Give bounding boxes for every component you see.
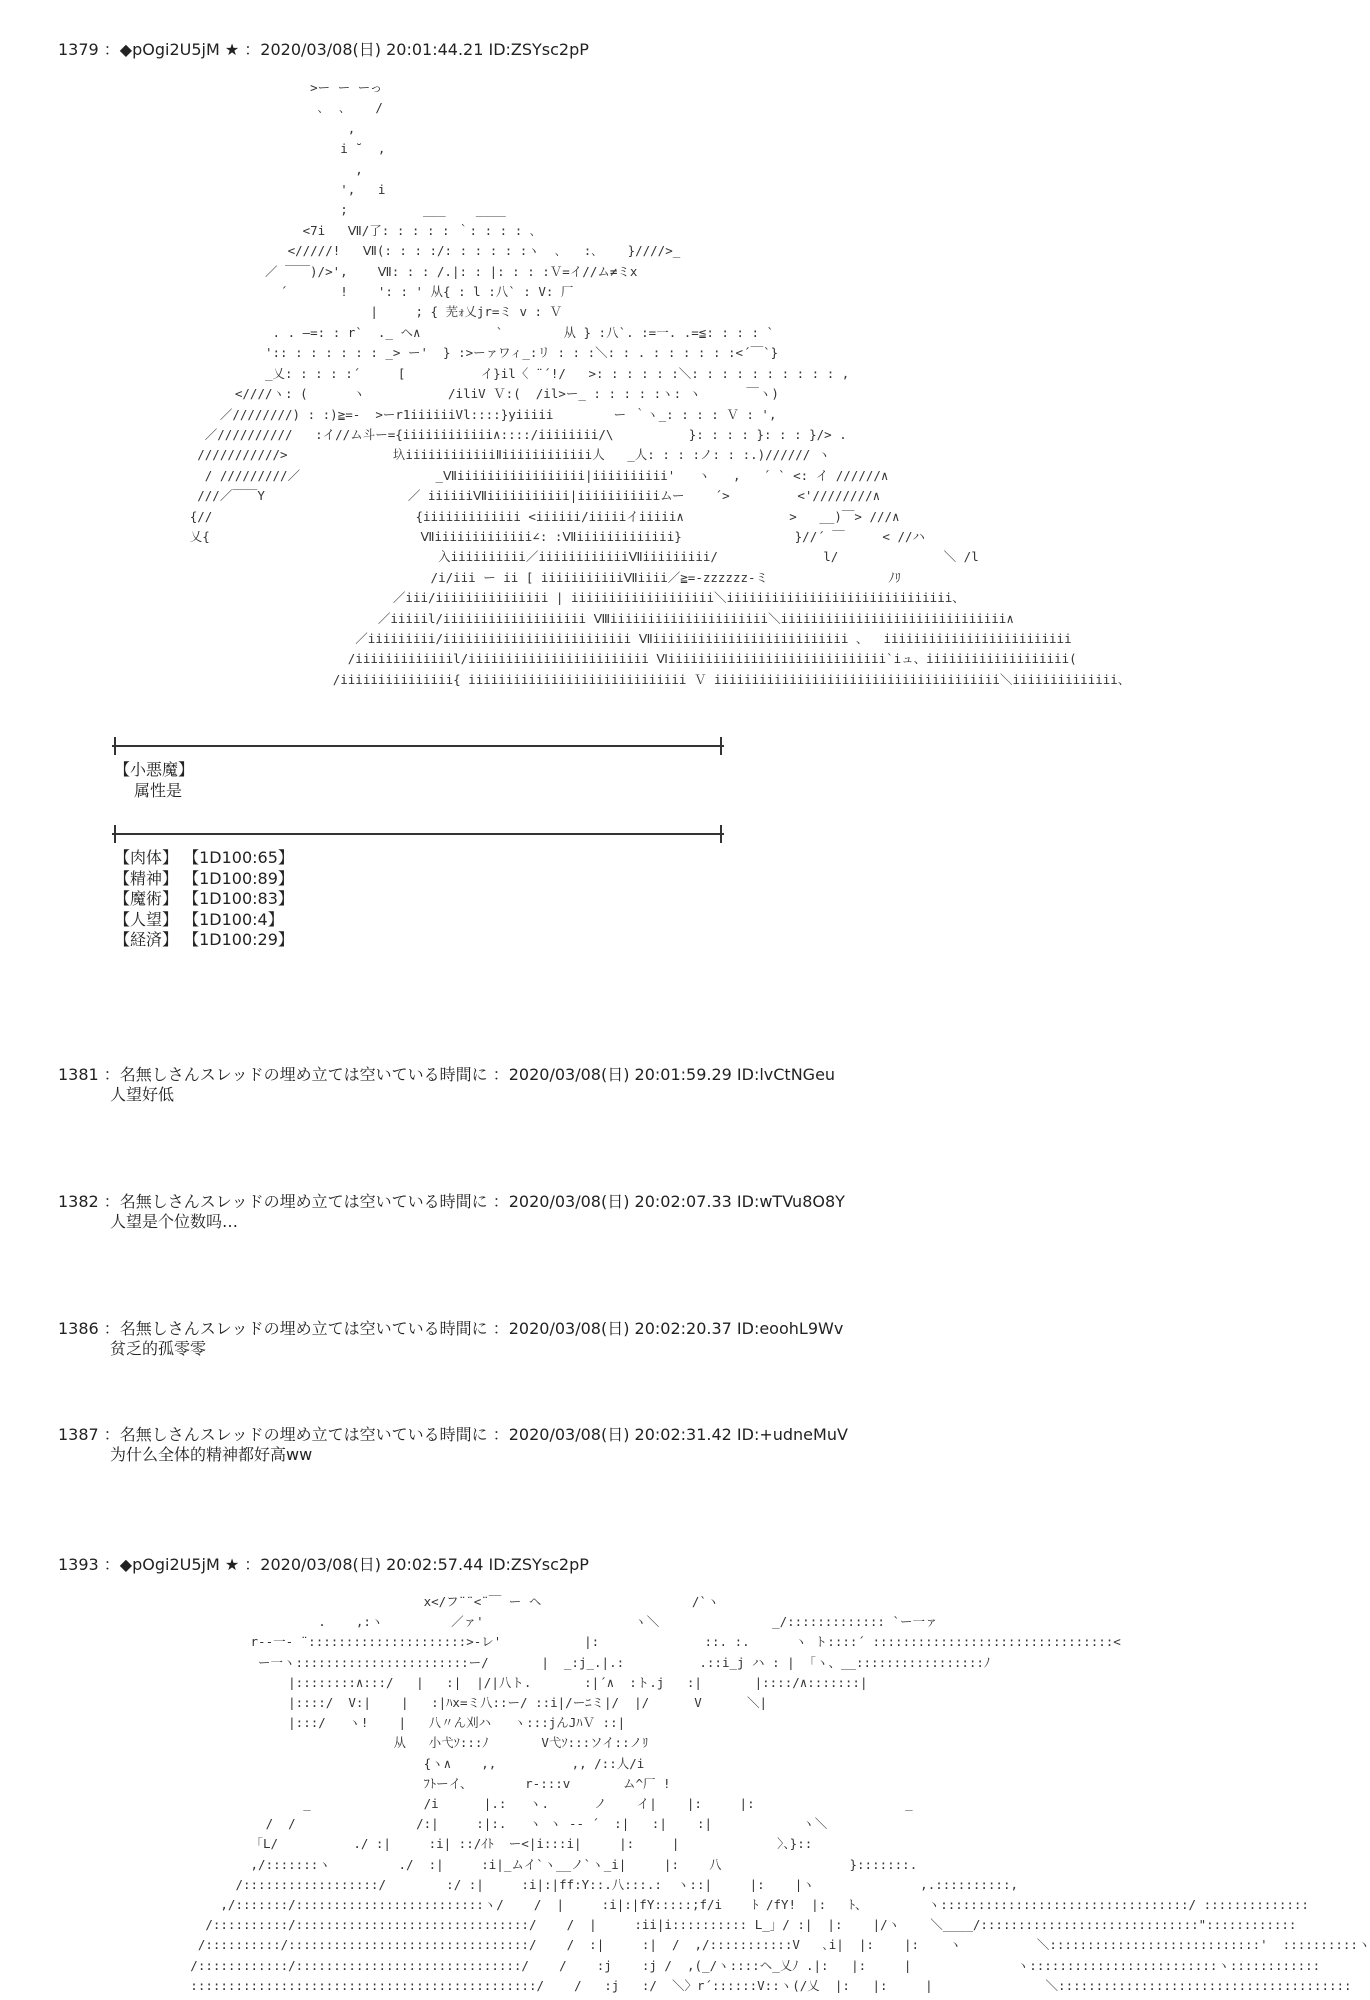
stat-row: 【人望】 【1D100:4】	[114, 909, 284, 929]
post-body: 为什么全体的精神都好高ww	[110, 1445, 313, 1464]
post-header: 1386 ：名無しさんスレッドの埋め立ては空いている時間に ：2020/03/08(日) 20:02:20.37 ID:eoohL9Wv	[58, 1319, 844, 1338]
post-header: 1387 ：名無しさんスレッドの埋め立ては空いている時間に ：2020/03/08(日) 20:02:31.42 ID:+udneMuV	[58, 1425, 848, 1444]
post-body: 人望是个位数吗…	[110, 1212, 239, 1231]
post-1382	[58, 1192, 1058, 1232]
post-header: 1379 ：◆pOgi2U5jM ★ ：2020/03/08(日) 20:01:44.21 ID:ZSYsc2pP	[58, 40, 589, 59]
character-name: 【小悪魔】	[114, 760, 195, 779]
divider-rule	[112, 745, 724, 747]
post-body: 人望好低	[110, 1085, 175, 1104]
post-header: 1393 ：◆pOgi2U5jM ★ ：2020/03/08(日) 20:02:57.44 ID:ZSYsc2pP	[58, 1555, 589, 1574]
stat-row: 【経済】 【1D100:29】	[114, 930, 294, 950]
stat-row: 【肉体】 【1D100:65】	[114, 848, 294, 867]
character-attribute: 属性是	[134, 780, 183, 800]
ascii-art-figure: x</フ¨¨<¨￣ ー ヘ /`ヽ . ,:ヽ ／ァ' ヽ＼ _/::::::::::::: `ー一ァ r-‐一‐ ¨:::::::::::::::::::::>-レ' |: ::. :. ヽ ト::::´ ::::::::::::::::::::::::::::::::< ー一ヽ:::::::::::::::::::::::ー/ | _:j_.|.: .::i_j ハ : | ｢ヽ、__:::::::::::::::::ﾉ |::::::::∧:::/ | :| |/|八ト. :|´∧ :ト.j :| |::::/∧:::::::| |::::/ V:| | :|ﾊx=ミ八::ー/ ::i|/ーﾆミ|/ |/ V ＼| |:::/ ヽ! | 八〃ん刈ハ ヽ:::jんJﾊＶ ::| 从 小弋ｿ:::ﾉ V弋ｿ:::ソイ::ノﾘ {ヽ∧ ,, ,, /::人/i ﾌﾄーイ、 r‐:::v ム^厂 ! _ /i |.: ヽ. ノ イ| |: |: _ / / /:| :|:. ヽ ヽ -‐ ´ :| :| :| ヽ＼ 「L/ ./ :| :i| ::/ｲﾄ ー<|i:::i| |: | 〉、}:: ,/:::::::ヽ ./ :| :i|_ムイ`ヽ__ノ`ヽ_i| |: 八 }:::::::. /::::::::::::::::::/ :/ :| :i|:|ff:Y::.八:::.: ヽ::| |: |ヽ ,.::::::::::, ,/:::::::/:::::::::::::::::::::::::ヽ/ / | :i|:|fY:::::;f/i ﾄ /fY! |: ﾄ、 ヽ:::::::::::::::::::::::::::::::::/ :::::::::::::: /::::::::::/:::::::::::::::::::::::::::::::/ / | :ii|i:::::::::: L_」/ :| |: |/ヽ ＼____/:::::::::::::::::::::::::::::":::::::::::: /::::::::::/::::::::::::::::::::::::::::::::/ / :| :| / ,/:::::::::::V ､i| |: |: ヽ ＼::::::::::::::::::::::::::::' ::::::::::ヽ /::::::::::::/::::::::::::::::::::::::::::::/ / :j :j / ,(_/ヽ::::ヘ_乂ﾉ .|: |: | ヽ:::::::::::::::::::::::::ヽ:::::::::::: ::::::::::::::::::::::::::::::::::::::::::::::/ / :j :/ ＼〉r´::::::V::ヽ(/乂 |: |: | ＼:::::::::::::::::::::::::::::::::::::::	[190, 1594, 1370, 1993]
post-1381	[58, 1065, 1058, 1105]
post-header: 1382 ：名無しさんスレッドの埋め立ては空いている時間に ：2020/03/08(日) 20:02:07.33 ID:wTVu8O8Y	[58, 1192, 845, 1211]
stat-row: 【魔術】 【1D100:83】	[114, 889, 294, 909]
post-header: 1381 ：名無しさんスレッドの埋め立ては空いている時間に ：2020/03/08(日) 20:01:59.29 ID:lvCtNGeu	[58, 1065, 836, 1084]
dice-stats	[114, 848, 294, 951]
post-1386	[58, 1319, 1058, 1359]
stat-row: 【精神】 【1D100:89】	[114, 868, 294, 888]
post-1379	[58, 40, 1058, 60]
post-1393	[58, 1555, 1058, 1575]
character-title-box	[114, 760, 194, 801]
post-body: 贫乏的孤零零	[110, 1339, 207, 1358]
ascii-art-figure: >ー ー ーっ ､ ､ / , i ˘ , , ', i ; ___ ____ <7i Ⅶ/了: : : : : ｀: : : : ､ </////! Ⅶ(: : : :/: : : : : :ヽ ､ :､ }////>_ ／ ￣￣)/>', Ⅶ: : : /.|: : |: : : :Ｖ=イ//ム≠ミx ´ ! ': : ' 从{ : l :八` : V: 厂 | ; { 芜ｫ乂jr=ミ v : Ｖ . . —=: : r` ._ ヘ∧ ` 从 } :八`. :=一. .=≦: : : : ` ':: : : : : : : _> ー' } :>ーァワィ_:リ : : :＼: : . : : : : : :<´￣`} _乂: : : : :´ [ イ}il〈 ¨´!/ >: : : : : :＼: : : : : : : : : : , <////ヽ: ( ヽ /iliV Ｖ:( /il>ー_ : : : : :ヽ: ヽ ￣ヽ) ／////////) : :)≧=- >ーr1iiiiiiVl::::}yiiiii ー ｀ヽ_: : : : Ｖ : ', ／////////// :イ//ム斗ー={iiiiiiiiiiii∧::::/iiiiiiii/\ }: : : : }: : : }/> . ///////////> 圦iiiiiiiiiiiiⅡiiiiiiiiiiii人 _人: : : :ノ: : :.)////// ヽ / /////////／ _Ⅶiiiiiiiiiiiiiiiii|iiiiiiiiii' ヽ , ´ ` <: イ //////∧ ///／￣￣Y ／ iiiiiiⅦiiiiiiiiiii|iiiiiiiiiiiムー ´> <'////////∧ {// {iiiiiiiiiiiii <iiiiii/iiiiiイiiiii∧ > __)￣> ///∧ 乂{ Ⅶiiiiiiiiiiiii∠: :Ⅶiiiiiiiiiiiii} }//´ ￣ < //ハ 入iiiiiiiiii／iiiiiiiiiiiiⅦiiiiiiiii/ l/ ＼ /l /i/iii ー ii [ iiiiiiiiiiiⅦiiii／≧=-zzzzzz-ミ ﾉﾘ ／iii/iiiiiiiiiiiiiii | iiiiiiiiiiiiiiiiiii＼iiiiiiiiiiiiiiiiiiiiiiiiiiiiii、 ／iiiiil/iiiiiiiiiiiiiiiiiii Ⅷiiiiiiiiiiiiiiiiiiiii＼iiiiiiiiiiiiiiiiiiiiiiiiiiiiii∧ ／iiiiiiiii/iiiiiiiiiiiiiiiiiiiiiiiii Ⅶiiiiiiiiiiiiiiiiiiiiiiiiii 、 iiiiiiiiiiiiiiiiiiiiiiiii /iiiiiiiiiiiiil/iiiiiiiiiiiiiiiiiiiiiiii Ⅵiiiiiiiiiiiiiiiiiiiiiiiiiiiii`iュ、iiiiiiiiiiiiiiiiiii( /iiiiiiiiiiiiiii{ iiiiiiiiiiiiiiiiiiiiiiiiiiiii Ｖ iiiiiiiiiiiiiiiiiiiiiiiiiiiiiiiiiiiiii＼iiiiiiiiiiiiii、	[189, 80, 1131, 687]
post-1387	[58, 1425, 1058, 1465]
divider-rule	[112, 833, 724, 835]
